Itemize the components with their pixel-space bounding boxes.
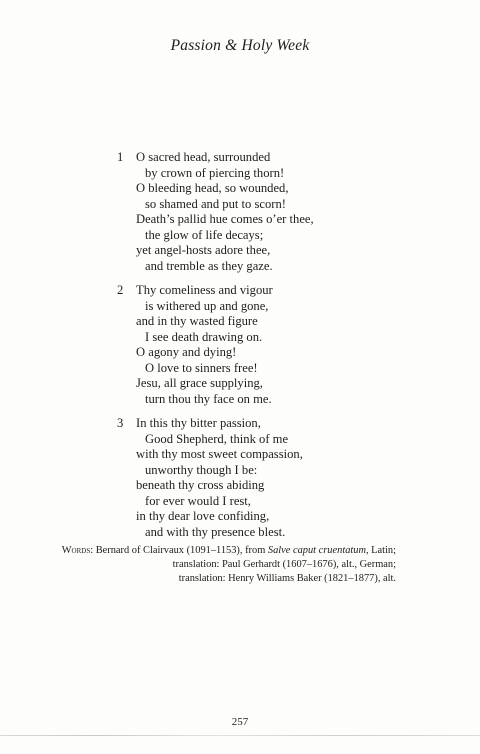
verse-line: by crown of piercing thorn! xyxy=(145,165,285,180)
verse-line: Thy comeliness and vigour xyxy=(136,283,273,297)
verse-3 xyxy=(117,416,314,540)
verse-line: the glow of life decays; xyxy=(145,227,264,242)
credits-source-title: Salve caput cruentatum xyxy=(267,545,366,556)
verse-line: with thy most sweet compassion, xyxy=(136,447,303,461)
page-bottom-edge xyxy=(0,735,480,736)
verse-2 xyxy=(117,283,314,407)
verse-line: for ever would I rest, xyxy=(145,493,251,508)
verse-line: unworthy though I be: xyxy=(145,462,258,477)
verse-line: I see death drawing on. xyxy=(145,329,263,344)
verse-number: 3 xyxy=(117,416,124,430)
verse-line: Good Shepherd, think of me xyxy=(145,431,289,446)
verse-line: yet angel-hosts adore thee, xyxy=(136,243,271,257)
credits-translation-line: translation: Paul Gerhardt (1607–1676), alt., German; xyxy=(172,559,396,570)
verse-line: O agony and dying! xyxy=(136,345,237,359)
verse-line: turn thou thy face on me. xyxy=(145,391,272,406)
verse-1 xyxy=(117,150,314,274)
credits-label: Words xyxy=(61,545,91,556)
hymn-text xyxy=(117,150,314,549)
verse-line: O sacred head, surrounded xyxy=(136,150,271,164)
verse-line: in thy dear love confiding, xyxy=(136,509,270,523)
section-heading: Passion & Holy Week xyxy=(170,37,310,54)
verse-line: so shamed and put to scorn! xyxy=(145,196,286,211)
verse-line: is withered up and gone, xyxy=(145,298,269,313)
verse-number: 1 xyxy=(117,150,124,164)
verse-line: In this thy bitter passion, xyxy=(136,416,261,430)
verse-number: 2 xyxy=(117,283,124,297)
verse-line: and in thy wasted figure xyxy=(136,314,258,328)
verse-line: O bleeding head, so wounded, xyxy=(136,181,289,195)
verse-line: Death’s pallid hue comes o’er thee, xyxy=(136,212,314,226)
page-number: 257 xyxy=(231,716,249,728)
verse-line: Jesu, all grace supplying, xyxy=(136,376,263,390)
credits-words-line xyxy=(62,544,396,558)
hymn-credits xyxy=(62,544,396,586)
verse-line: and tremble as they gaze. xyxy=(145,258,273,273)
credits-language: , Latin; xyxy=(365,545,396,556)
verse-line: and with thy presence blest. xyxy=(145,524,286,539)
credits-author: : Bernard of Clairvaux (1091–1153), from xyxy=(90,545,268,556)
verse-line: beneath thy cross abiding xyxy=(136,478,265,492)
verse-line: O love to sinners free! xyxy=(145,360,258,375)
credits-translation-line: translation: Henry Williams Baker (1821–1877), alt. xyxy=(178,573,396,584)
